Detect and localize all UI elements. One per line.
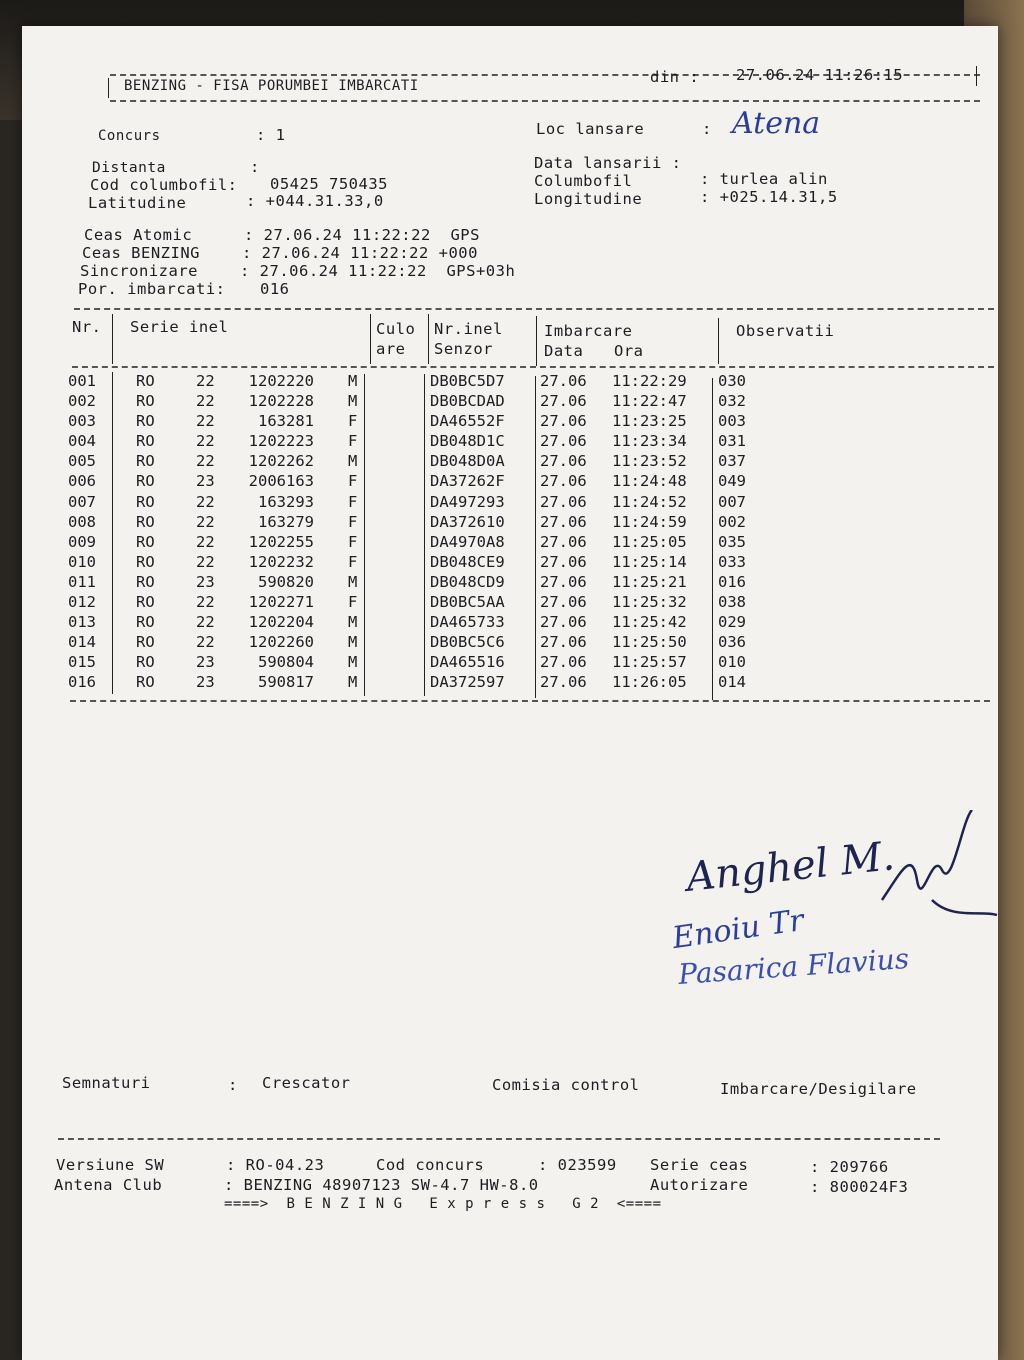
- cod-concurs-value: : 023599: [538, 1156, 617, 1174]
- cell-sex: M: [348, 633, 358, 652]
- header-col-sep: [370, 314, 371, 364]
- cell-nr: 010: [68, 552, 96, 571]
- cell-sex: F: [348, 532, 358, 551]
- table-row: [66, 493, 966, 513]
- latitudine-value: : +044.31.33,0: [246, 192, 384, 210]
- cell-nr: 002: [68, 392, 96, 411]
- cell-time: 11:22:47: [612, 392, 687, 411]
- autorizare-label: Autorizare: [650, 1176, 749, 1194]
- cell-time: 11:25:32: [612, 593, 687, 612]
- cell-obs: 038: [718, 593, 746, 612]
- col-header-are: are: [376, 340, 406, 358]
- cell-time: 11:26:05: [612, 673, 687, 692]
- cell-sex: F: [348, 472, 358, 491]
- cell-num: 163293: [258, 492, 314, 511]
- cell-yr: 22: [196, 432, 215, 451]
- cell-time: 11:24:52: [612, 492, 687, 511]
- cell-obs: 036: [718, 633, 746, 652]
- table-row: [66, 392, 966, 412]
- cell-yr: 23: [196, 572, 215, 591]
- cell-time: 11:24:59: [612, 512, 687, 531]
- cell-time: 11:25:05: [612, 532, 687, 551]
- cell-yr: 22: [196, 412, 215, 431]
- cell-time: 11:22:29: [612, 372, 687, 390]
- semnaturi-label: Semnaturi: [62, 1074, 151, 1092]
- cell-obs: 029: [718, 613, 746, 632]
- cell-date: 27.06: [540, 472, 587, 491]
- ceas-atomic-value: : 27.06.24 11:22:22 GPS: [244, 226, 480, 244]
- brand-line: ====> B E N Z I N G E x p r e s s G 2 <====: [224, 1196, 662, 1212]
- porumbei-imbarcati-label: Por. imbarcati:: [78, 280, 226, 298]
- cell-obs: 031: [718, 432, 746, 451]
- cell-obs: 014: [718, 673, 746, 692]
- cell-nr: 004: [68, 432, 96, 451]
- cell-date: 27.06: [540, 532, 587, 551]
- cell-date: 27.06: [540, 593, 587, 612]
- cell-cty: RO: [136, 452, 155, 471]
- cell-cty: RO: [136, 572, 155, 591]
- cell-ring: DA497293: [430, 492, 505, 511]
- cell-obs: 007: [718, 492, 746, 511]
- table-row: [66, 553, 966, 573]
- table-row: [66, 673, 966, 693]
- antena-club-value: : BENZING 48907123 SW-4.7 HW-8.0: [224, 1176, 539, 1194]
- cell-yr: 23: [196, 673, 215, 692]
- cell-cty: RO: [136, 593, 155, 612]
- cell-yr: 22: [196, 613, 215, 632]
- cell-num: 1202228: [248, 392, 314, 411]
- crescator-label: Crescator: [262, 1074, 351, 1092]
- ceas-benzing-value: : 27.06.24 11:22:22 +000: [242, 244, 478, 262]
- cell-nr: 012: [68, 593, 96, 612]
- cell-cty: RO: [136, 532, 155, 551]
- comisia-control-label: Comisia control: [492, 1076, 640, 1094]
- table-row: [66, 593, 966, 613]
- cell-nr: 016: [68, 673, 96, 692]
- cell-yr: 22: [196, 633, 215, 652]
- cell-num: 1202223: [248, 432, 314, 451]
- longitudine-value: : +025.14.31,5: [700, 188, 838, 206]
- cell-nr: 014: [68, 633, 96, 652]
- cell-time: 11:25:21: [612, 572, 687, 591]
- cell-time: 11:23:34: [612, 432, 687, 451]
- cell-date: 27.06: [540, 633, 587, 652]
- cell-obs: 002: [718, 512, 746, 531]
- porumbei-imbarcati-value: 016: [260, 280, 290, 298]
- cell-yr: 22: [196, 392, 215, 411]
- cell-sex: F: [348, 492, 358, 511]
- cell-nr: 006: [68, 472, 96, 491]
- table-body: [66, 372, 966, 694]
- cell-yr: 22: [196, 552, 215, 571]
- cell-sex: F: [348, 593, 358, 612]
- cell-date: 27.06: [540, 432, 587, 451]
- latitudine-label: Latitudine: [88, 194, 187, 212]
- autorizare-value: : 800024F3: [810, 1178, 909, 1196]
- cell-ring: DB048D0A: [430, 452, 505, 471]
- cell-num: 590804: [258, 653, 314, 672]
- cell-date: 27.06: [540, 392, 587, 411]
- cell-ring: DA4970A8: [430, 532, 505, 551]
- cell-cty: RO: [136, 633, 155, 652]
- cell-obs: 003: [718, 412, 746, 431]
- table-row: [66, 432, 966, 452]
- distanta-colon: :: [250, 158, 260, 176]
- cell-date: 27.06: [540, 452, 587, 471]
- cell-date: 27.06: [540, 492, 587, 511]
- cell-date: 27.06: [540, 673, 587, 692]
- cell-num: 1202255: [248, 532, 314, 551]
- cell-nr: 005: [68, 452, 96, 471]
- header-right-edge: [976, 66, 977, 86]
- table-top-border: [74, 308, 994, 310]
- cell-nr: 013: [68, 613, 96, 632]
- cell-ring: DA465733: [430, 613, 505, 632]
- cell-time: 11:24:48: [612, 472, 687, 491]
- document-title: BENZING - FISA PORUMBEI IMBARCATI: [124, 78, 419, 94]
- footer-separator: [58, 1138, 940, 1140]
- header-col-sep: [718, 318, 719, 364]
- header-col-sep: [112, 314, 113, 364]
- cell-nr: 011: [68, 572, 96, 591]
- cell-sex: M: [348, 572, 358, 591]
- cell-num: 1202204: [248, 613, 314, 632]
- cod-concurs-label: Cod concurs: [376, 1156, 485, 1174]
- col-header-nr-inel: Nr.inel: [434, 320, 503, 338]
- signature-2: Enoiu Tr: [670, 902, 806, 957]
- cell-sex: F: [348, 432, 358, 451]
- cod-columbofil-value: 05425 750435: [270, 175, 388, 193]
- columbofil-label: Columbofil: [534, 172, 633, 190]
- cell-date: 27.06: [540, 613, 587, 632]
- cell-yr: 22: [196, 492, 215, 511]
- cell-time: 11:23:25: [612, 412, 687, 431]
- cell-cty: RO: [136, 472, 155, 491]
- antena-club-label: Antena Club: [54, 1176, 163, 1194]
- table-row: [66, 633, 966, 653]
- cell-sex: M: [348, 653, 358, 672]
- col-header-data: Data: [544, 342, 584, 360]
- sincronizare-value: : 27.06.24 11:22:22 GPS+03h: [240, 262, 516, 280]
- columbofil-value: : turlea alin: [700, 170, 828, 188]
- loc-lansare-colon: :: [702, 120, 712, 138]
- col-header-observatii: Observatii: [736, 322, 835, 340]
- cell-nr: 007: [68, 492, 96, 511]
- cell-nr: 015: [68, 653, 96, 672]
- cell-obs: 033: [718, 552, 746, 571]
- header-left-edge: [108, 78, 109, 98]
- cell-date: 27.06: [540, 412, 587, 431]
- imbarcare-desigilare-label: Imbarcare/Desigilare: [720, 1080, 917, 1098]
- cell-yr: 22: [196, 532, 215, 551]
- cell-ring: DA37262F: [430, 472, 505, 491]
- cell-num: 1202260: [248, 633, 314, 652]
- cell-yr: 22: [196, 452, 215, 471]
- versiune-sw-value: : RO-04.23: [226, 1156, 325, 1174]
- cell-yr: 23: [196, 472, 215, 491]
- cell-time: 11:25:57: [612, 653, 687, 672]
- cell-num: 590817: [258, 673, 314, 692]
- date-label: din :: [650, 68, 700, 86]
- ceas-atomic-label: Ceas Atomic: [84, 226, 193, 244]
- cell-obs: 016: [718, 572, 746, 591]
- table-row: [66, 513, 966, 533]
- signature-1: Anghel M.: [684, 833, 897, 901]
- table-row: [66, 412, 966, 432]
- cell-num: 1202271: [248, 593, 314, 612]
- table-row: [66, 653, 966, 673]
- loc-lansare-handwritten: Atena: [732, 106, 821, 141]
- cell-date: 27.06: [540, 552, 587, 571]
- cell-cty: RO: [136, 613, 155, 632]
- cell-obs: 037: [718, 452, 746, 471]
- serie-ceas-value: : 209766: [810, 1158, 889, 1176]
- cell-sex: F: [348, 552, 358, 571]
- cell-obs: 032: [718, 392, 746, 411]
- cell-num: 2006163: [248, 472, 314, 491]
- cell-cty: RO: [136, 512, 155, 531]
- cell-sex: M: [348, 673, 358, 692]
- cell-obs: 035: [718, 532, 746, 551]
- cell-date: 27.06: [540, 512, 587, 531]
- cell-num: 1202262: [248, 452, 314, 471]
- cell-num: 590820: [258, 572, 314, 591]
- loc-lansare-label: Loc lansare: [536, 120, 645, 138]
- cell-ring: DB0BC5D7: [430, 372, 505, 390]
- cell-ring: DB048CD9: [430, 572, 505, 591]
- cell-obs: 030: [718, 372, 746, 390]
- cell-ring: DB048CE9: [430, 552, 505, 571]
- cell-yr: 23: [196, 653, 215, 672]
- cell-ring: DA372610: [430, 512, 505, 531]
- col-header-nr: Nr.: [72, 318, 102, 336]
- col-header-imbarcare: Imbarcare: [544, 322, 633, 340]
- cell-ring: DB048D1C: [430, 432, 505, 451]
- cell-nr: 003: [68, 412, 96, 431]
- data-lansarii-label: Data lansarii :: [534, 154, 682, 172]
- table-header-separator: [72, 366, 994, 368]
- longitudine-label: Longitudine: [534, 190, 643, 208]
- cell-time: 11:25:14: [612, 552, 687, 571]
- versiune-sw-label: Versiune SW: [56, 1156, 165, 1174]
- col-header-serie: Serie inel: [130, 318, 229, 336]
- col-header-senzor: Senzor: [434, 340, 493, 358]
- cell-obs: 010: [718, 653, 746, 672]
- table-row: [66, 472, 966, 492]
- cell-sex: M: [348, 452, 358, 471]
- sincronizare-label: Sincronizare: [80, 262, 198, 280]
- cell-nr: 008: [68, 512, 96, 531]
- cell-cty: RO: [136, 673, 155, 692]
- cell-ring: DB0BC5C6: [430, 633, 505, 652]
- cell-cty: RO: [136, 653, 155, 672]
- col-header-culo: Culo: [376, 320, 416, 338]
- table-row: [66, 533, 966, 553]
- cell-sex: F: [348, 512, 358, 531]
- cell-date: 27.06: [540, 372, 587, 390]
- header-col-sep: [536, 316, 537, 366]
- cell-cty: RO: [136, 412, 155, 431]
- cell-num: 1202220: [248, 372, 314, 390]
- concurs-label: Concurs: [98, 128, 161, 144]
- signature-1-flourish: [872, 810, 1002, 950]
- table-row: [66, 452, 966, 472]
- cell-date: 27.06: [540, 572, 587, 591]
- cell-ring: DA465516: [430, 653, 505, 672]
- cell-time: 11:25:50: [612, 633, 687, 652]
- cell-cty: RO: [136, 432, 155, 451]
- cell-sex: M: [348, 392, 358, 411]
- cell-ring: DA46552F: [430, 412, 505, 431]
- cod-columbofil-label: Cod columbofil:: [90, 176, 238, 194]
- cell-time: 11:23:52: [612, 452, 687, 471]
- col-header-ora: Ora: [614, 342, 644, 360]
- table-row: [66, 372, 966, 392]
- table-bottom-border: [70, 700, 990, 702]
- cell-nr: 001: [68, 372, 96, 390]
- distanta-label: Distanta: [92, 160, 166, 176]
- cell-sex: M: [348, 613, 358, 632]
- ceas-benzing-label: Ceas BENZING: [82, 244, 200, 262]
- header-col-sep: [428, 314, 429, 364]
- table-row: [66, 613, 966, 633]
- signature-3: Pasarica Flavius: [677, 941, 911, 992]
- cell-num: 1202232: [248, 552, 314, 571]
- cell-num: 163281: [258, 412, 314, 431]
- cell-ring: DB0BCDAD: [430, 392, 505, 411]
- cell-yr: 22: [196, 512, 215, 531]
- cell-nr: 009: [68, 532, 96, 551]
- semnaturi-colon: :: [228, 1076, 238, 1094]
- cell-cty: RO: [136, 552, 155, 571]
- table-row: [66, 573, 966, 593]
- cell-date: 27.06: [540, 653, 587, 672]
- cell-num: 163279: [258, 512, 314, 531]
- serie-ceas-label: Serie ceas: [650, 1156, 749, 1174]
- cell-sex: M: [348, 372, 358, 390]
- cell-sex: F: [348, 412, 358, 431]
- cell-ring: DA372597: [430, 673, 505, 692]
- cell-time: 11:25:42: [612, 613, 687, 632]
- cell-cty: RO: [136, 392, 155, 411]
- cell-obs: 049: [718, 472, 746, 491]
- cell-ring: DB0BC5AA: [430, 593, 505, 612]
- date-value: 27.06.24 11:26:15: [736, 66, 904, 84]
- cell-yr: 22: [196, 593, 215, 612]
- document-sheet: [22, 26, 998, 1360]
- cell-cty: RO: [136, 492, 155, 511]
- cell-cty: RO: [136, 372, 155, 390]
- concurs-value: : 1: [256, 126, 286, 144]
- cell-yr: 22: [196, 372, 215, 390]
- header-bottom-border: [110, 100, 980, 102]
